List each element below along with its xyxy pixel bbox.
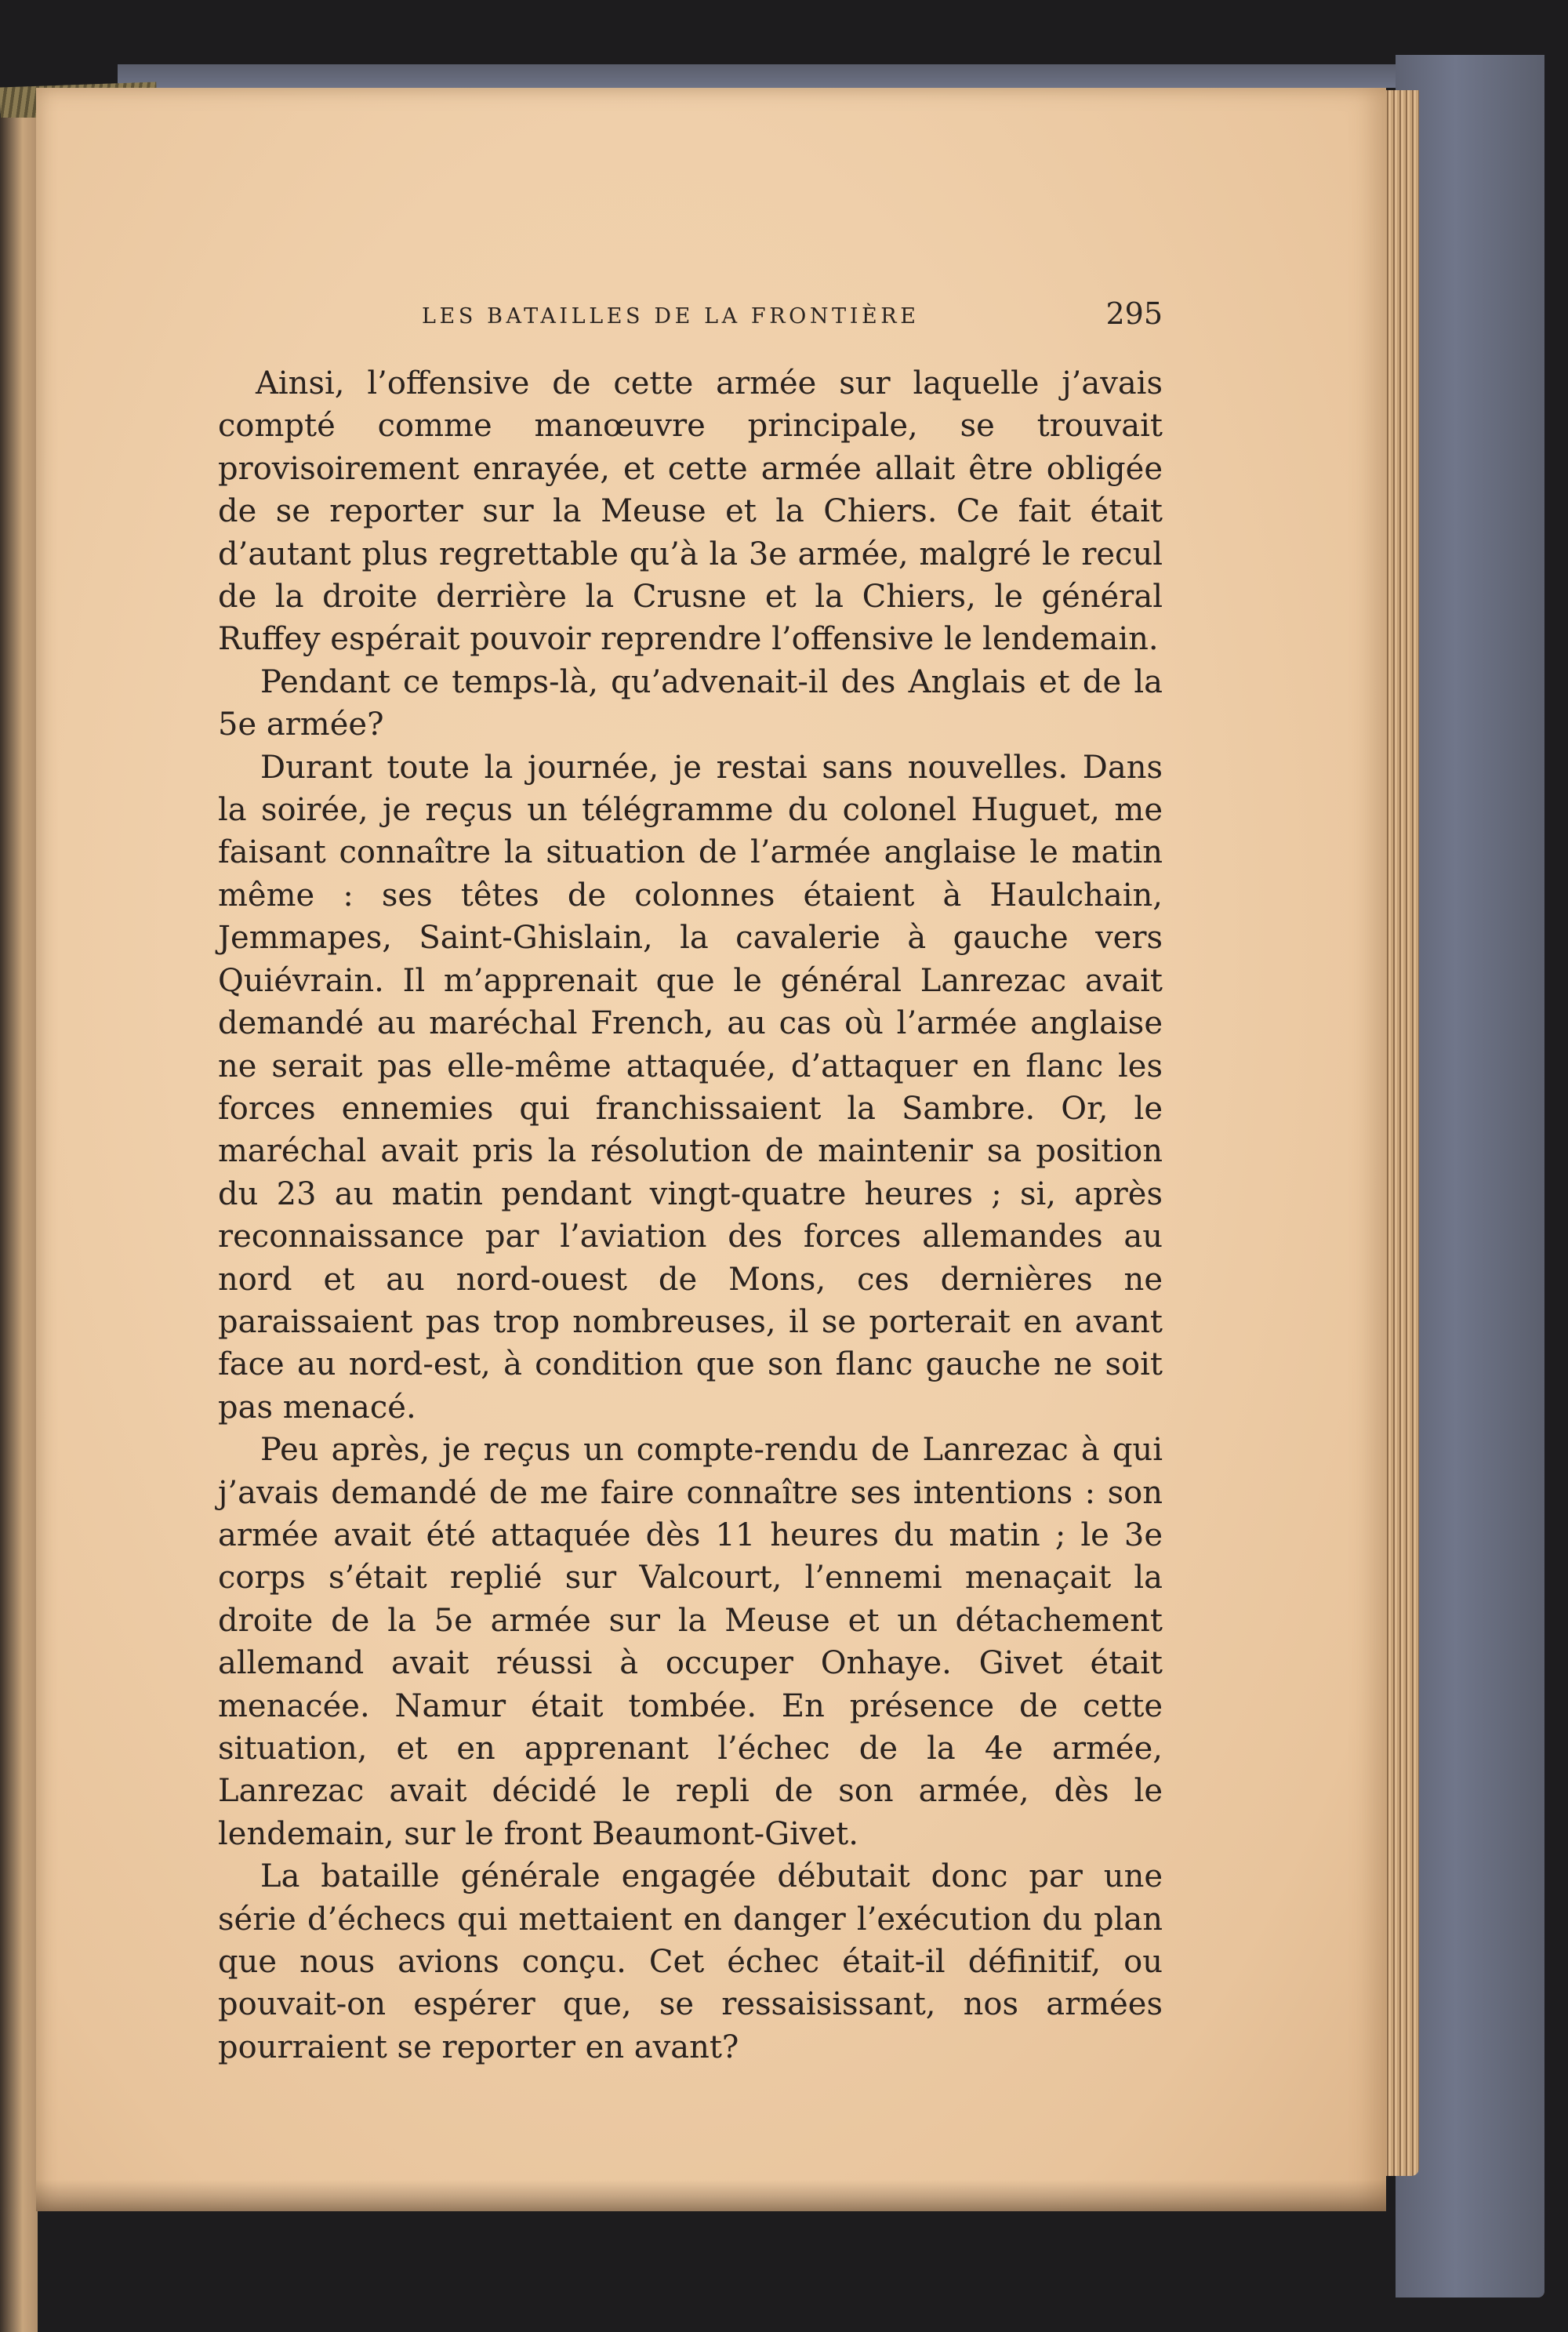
left-page-edge [0,118,38,2332]
paragraph: La bataille générale engagée débutait donc par une série d’échecs qui mettaient en danger l’exécution du plan que nous avions conçu. Cet échec était-il définitif, ou pouvait-on espérer que, se ressaisissant, nos armées pourraient se reporter en avant? [218,1858,1163,2065]
paragraph: Ainsi, l’offensive de cette armée sur laquelle j’avais compté comme manœuvre principale, se trouvait provisoirement enrayée, et cette armée allait être obligée de se reporter sur la Meuse et la Chiers. Ce fait était d’autant plus regrettable qu’à la 3e armée, malgré le recul de la droite derrière la Crusne et la Chiers, le général Ruffey espérait pouvoir reprendre l’offensive le lendemain. [218,365,1163,658]
page-bottom-shadow [36,2180,1386,2211]
book-cover-top [118,64,1450,88]
running-head: LES BATAILLES DE LA FRONTIÈRE [422,304,920,329]
paragraph: Peu après, je reçus un compte-rendu de Lanrezac à qui j’avais demandé de me faire connaître ses intentions : son armée avait été attaquée dès 11 heures du matin ; le 3e corps s’était replié sur Valcourt, l’ennemi menaçait la droite de la 5e armée sur la Meuse et un détachement allemand avait réussi à occuper Onhaye. Givet était menacée. Namur était tombée. En présence de cette situation, et en apprenant l’échec de la 4e armée, Lanrezac avait décidé le repli de son armée, dès le lendemain, sur le front Beaumont-Givet. [218,1432,1163,1852]
paragraph: Pendant ce temps-là, qu’advenait-il des Anglais et de la 5e armée? [218,663,1163,743]
page-header [218,282,1163,329]
page-number: 295 [1105,296,1163,331]
body-text [218,362,1163,2069]
paragraph: Durant toute la journée, je restai sans nouvelles. Dans la soirée, je reçus un télégramme du colonel Huguet, me faisant connaître la situation de l’armée anglaise le matin même : ses têtes de colonnes étaient à Haulchain, Jemmapes, Saint-Ghislain, la cavalerie à gauche vers Quiévrain. Il m’apprenait que le général Lanrezac avait demandé au maréchal French, au cas où l’armée anglaise ne serait pas elle-même attaquée, d’attaquer en flanc les forces ennemies qui franchissaient la Sambre. Or, le maréchal avait pris la résolution de maintenir sa position du 23 au matin pendant vingt-quatre heures ; si, après reconnaissance par l’aviation des forces allemandes au nord et au nord-ouest de Mons, ces dernières ne paraissaient pas trop nombreuses, il se porterait en avant face au nord-est, à condition que son flanc gauche ne soit pas menacé. [218,749,1163,1426]
